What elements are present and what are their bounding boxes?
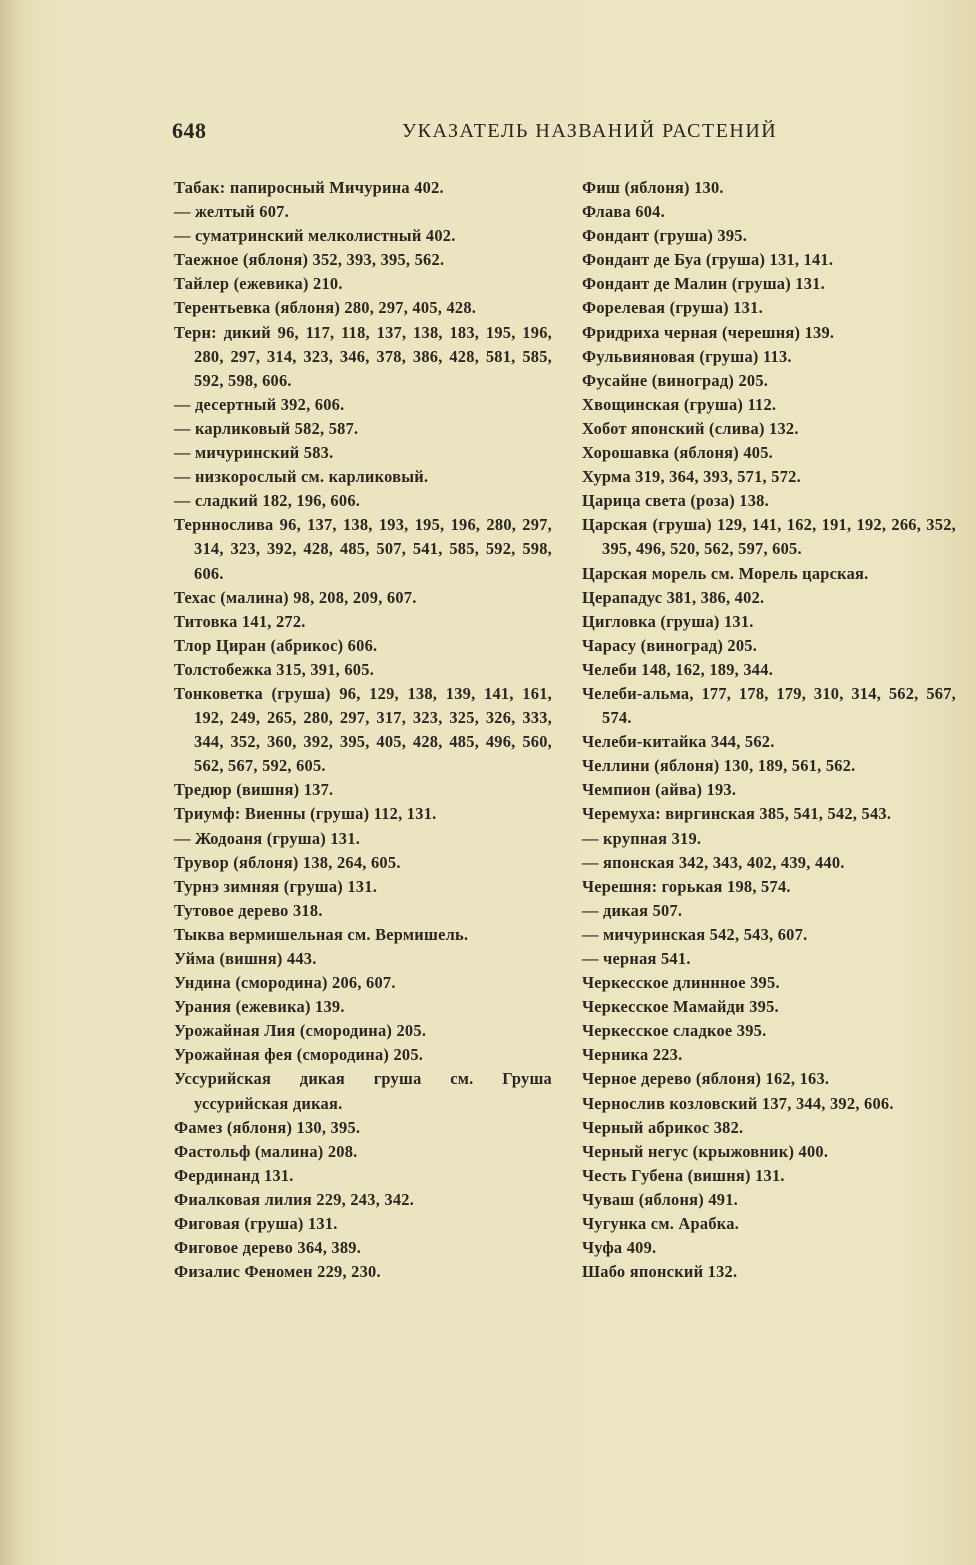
index-entry: Черкесское длиннное 395. (582, 973, 780, 993)
index-entry: Тайлер (ежевика) 210. (174, 274, 343, 294)
index-entry: Урания (ежевика) 139. (174, 997, 345, 1017)
page-header (172, 118, 952, 152)
index-entry: Чугунка см. Арабка. (582, 1214, 740, 1234)
index-entry: Трувор (яблоня) 138, 264, 605. (174, 852, 401, 872)
index-entry: Шабо японский 132. (582, 1262, 738, 1282)
index-entry: Фридриха черная (черешня) 139. (582, 322, 835, 342)
index-entry: — желтый 607. (174, 202, 289, 222)
index-entry: Флава 604. (582, 202, 665, 222)
index-entry: Челеби 148, 162, 189, 344. (582, 659, 774, 679)
index-entry: Царская (груша) 129, 141, 162, 191, 192, 266, 352, 395, 496, 520, 562, 597, 605. (582, 515, 956, 559)
index-entry: — десертный 392, 606. (174, 394, 345, 414)
index-entry: Хорошавка (яблоня) 405. (582, 443, 774, 463)
index-entry: Чуфа 409. (582, 1238, 657, 1258)
index-entry: Триумф: Виенны (груша) 112, 131. (174, 804, 437, 824)
index-entry: Форелевая (груша) 131. (582, 298, 763, 318)
index-entry: Фердинанд 131. (174, 1165, 294, 1185)
index-entry: Черкесское сладкое 395. (582, 1021, 767, 1041)
index-entry: Фастольф (малина) 208. (174, 1141, 358, 1161)
index-entry: — мичуринская 542, 543, 607. (582, 924, 808, 944)
index-entry: Чемпион (айва) 193. (582, 780, 737, 800)
index-entry: Черный абрикос 382. (582, 1117, 744, 1137)
index-entry: Хурма 319, 364, 393, 571, 572. (582, 467, 801, 487)
index-entry: Терннослива 96, 137, 138, 193, 195, 196, 280, 297, 314, 323, 392, 428, 485, 507, 541, 585, 592, 598, 606. (174, 515, 552, 583)
index-entry: Черкесское Мамайди 395. (582, 997, 779, 1017)
index-entry: Честь Губена (вишня) 131. (582, 1165, 785, 1185)
index-entry: Чернослив козловский 137, 344, 392, 606. (582, 1093, 894, 1113)
index-entry: Тлор Циран (абрикос) 606. (174, 635, 378, 655)
index-entry: Фамез (яблоня) 130, 395. (174, 1117, 361, 1137)
index-entry: Ундина (смородина) 206, 607. (174, 973, 396, 993)
index-entry: Хвощинская (груша) 112. (582, 394, 777, 414)
index-entry: Фиалковая лилия 229, 243, 342. (174, 1189, 415, 1209)
index-entry: Техас (малина) 98, 208, 209, 607. (174, 587, 417, 607)
index-entry: Терентьевка (яблоня) 280, 297, 405, 428. (174, 298, 477, 318)
index-entry: Фиговое дерево 364, 389. (174, 1238, 362, 1258)
index-entry: Фондант (груша) 395. (582, 226, 748, 246)
index-entry: Черника 223. (582, 1045, 683, 1065)
running-title: УКАЗАТЕЛЬ НАЗВАНИЙ РАСТЕНИЙ (402, 120, 778, 142)
index-entry: Урожайная фея (смородина) 205. (174, 1045, 424, 1065)
index-entry: — карликовый 582, 587. (174, 418, 359, 438)
index-entry: Фиговая (груша) 131. (174, 1214, 338, 1234)
index-entry: Царская морель см. Морель царская. (582, 563, 869, 583)
index-column-left (174, 176, 552, 1284)
index-entry: — японская 342, 343, 402, 439, 440. (582, 852, 845, 872)
index-entry: Урожайная Лия (смородина) 205. (174, 1021, 427, 1041)
index-entry: Фондант де Малин (груша) 131. (582, 274, 825, 294)
index-entry: — дикая 507. (582, 900, 683, 920)
index-entry: Тредюр (вишня) 137. (174, 780, 334, 800)
index-entry: Черный негус (крыжовник) 400. (582, 1141, 829, 1161)
index-entry: Хобот японский (слива) 132. (582, 418, 799, 438)
index-entry: Тонковетка (груша) 96, 129, 138, 139, 141, 161, 192, 249, 265, 280, 297, 317, 323, 325, 326, 333, 344, 352, 360, 392, 395, 405, 428, 485, 496, 560, 562, 567, 592, 605. (174, 683, 552, 776)
index-entry: Турнэ зимняя (груша) 131. (174, 876, 378, 896)
index-entry: — мичуринский 583. (174, 443, 334, 463)
index-entry: Челеби-альма, 177, 178, 179, 310, 314, 562, 567, 574. (582, 683, 956, 728)
index-entry: Черное дерево (яблоня) 162, 163. (582, 1069, 830, 1089)
page-number: 648 (172, 118, 207, 143)
index-entry: Терн: дикий 96, 117, 118, 137, 138, 183, 195, 196, 280, 297, 314, 323, 346, 378, 386, 428, 581, 585, 592, 598, 606. (174, 322, 552, 390)
index-entry: — сладкий 182, 196, 606. (174, 491, 361, 511)
index-entry: — низкорослый см. карликовый. (174, 467, 429, 487)
index-entry: Фульвияновая (груша) 113. (582, 346, 792, 366)
index-entry: Царица света (роза) 138. (582, 491, 769, 511)
index-entry: Титовка 141, 272. (174, 611, 306, 631)
index-entry: Чарасу (виноград) 205. (582, 635, 758, 655)
index-entry: Черешня: горькая 198, 574. (582, 876, 791, 896)
index-entry: Чуваш (яблоня) 491. (582, 1189, 739, 1209)
index-entry: — Жодоаня (груша) 131. (174, 828, 361, 848)
index-entry: Толстобежка 315, 391, 605. (174, 659, 375, 679)
index-entry: Фусайне (виноград) 205. (582, 370, 769, 390)
index-entry: Фондант де Буа (груша) 131, 141. (582, 250, 834, 270)
index-entry: Табак: папиросный Мичурина 402. (174, 178, 444, 197)
index-column-right (582, 176, 956, 1284)
index-entry: Черемуха: виргинская 385, 541, 542, 543. (582, 804, 892, 824)
index-entry: Цигловка (груша) 131. (582, 611, 754, 631)
index-entry: — черная 541. (582, 949, 691, 968)
index-entry: Тыква вермишельная см. Вермишель. (174, 924, 469, 944)
index-entry: Челлини (яблоня) 130, 189, 561, 562. (582, 756, 856, 776)
index-entry: Церападус 381, 386, 402. (582, 587, 765, 607)
index-entry: Уссурийская дикая груша см. Груша уссурийская дикая. (174, 1069, 552, 1113)
index-entry: — суматринский мелколистный 402. (174, 226, 456, 246)
index-entry: Таежное (яблоня) 352, 393, 395, 562. (174, 250, 445, 270)
index-entry: Уйма (вишня) 443. (174, 949, 317, 968)
index-entry: Фиш (яблоня) 130. (582, 178, 724, 197)
index-entry: Физалис Феномен 229, 230. (174, 1262, 381, 1282)
index-entry: Тутовое дерево 318. (174, 900, 323, 920)
index-entry: — крупная 319. (582, 828, 702, 848)
index-entry: Челеби-китайка 344, 562. (582, 732, 775, 752)
